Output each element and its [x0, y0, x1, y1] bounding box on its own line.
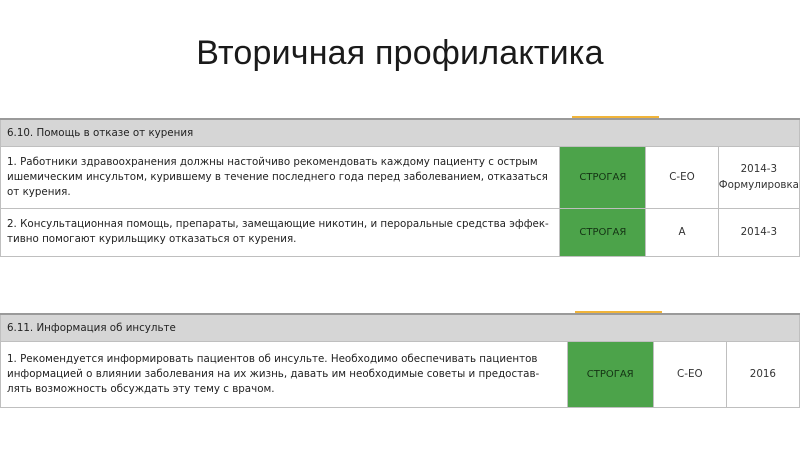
year-line: 2016	[749, 368, 776, 380]
recommendations-table-stroke-info	[0, 313, 800, 408]
table-row	[1, 341, 800, 407]
evidence-level: C-EO	[653, 341, 726, 407]
strength-badge: СТРОГАЯ	[567, 341, 653, 407]
text-line: 1. Работники здравоохранения должны настойчиво рекомендовать каждому пациенту с острым	[7, 155, 538, 168]
recommendation-text	[1, 146, 560, 208]
text-line: информацией о влиянии заболевания на их жизнь, давать им необходимые советы и предостав-	[7, 367, 540, 380]
year-cell	[726, 341, 799, 407]
table-row	[1, 208, 800, 256]
text-line: от курения.	[7, 185, 71, 198]
recommendations-table-smoking	[0, 118, 800, 257]
year-line: Формулировка	[718, 179, 799, 191]
recommendation-text	[1, 341, 568, 407]
evidence-level: C-EO	[646, 146, 718, 208]
section-header-row	[1, 119, 800, 146]
section-heading: 6.11. Информация об инсульте	[1, 314, 800, 341]
text-line: 1. Рекомендуется информировать пациентов об инсульте. Необходимо обеспечивать пациентов	[7, 352, 538, 365]
section-heading: 6.10. Помощь в отказе от курения	[1, 119, 800, 146]
year-cell	[718, 146, 799, 208]
section-header-row	[1, 314, 800, 341]
table-row	[1, 146, 800, 208]
year-cell	[718, 208, 799, 256]
evidence-level: A	[646, 208, 718, 256]
text-line: 2. Консультационная помощь, препараты, замещающие никотин, и пероральные средства эффек-	[7, 218, 549, 230]
strength-badge: СТРОГАЯ	[560, 146, 646, 208]
strength-badge: СТРОГАЯ	[560, 208, 646, 256]
text-line: тивно помогают курильщику отказаться от курения.	[7, 233, 297, 245]
slide-title: Вторичная профилактика	[196, 34, 604, 72]
recommendation-text	[1, 208, 560, 256]
year-line: 2014-3	[740, 226, 778, 238]
text-line: ишемическим инсультом, курившему в течение последнего года перед заболеванием, отказаться	[7, 170, 548, 183]
year-line: 2014-3	[740, 163, 778, 175]
text-line: лять возможность обсуждать эту тему с врачом.	[7, 382, 275, 395]
